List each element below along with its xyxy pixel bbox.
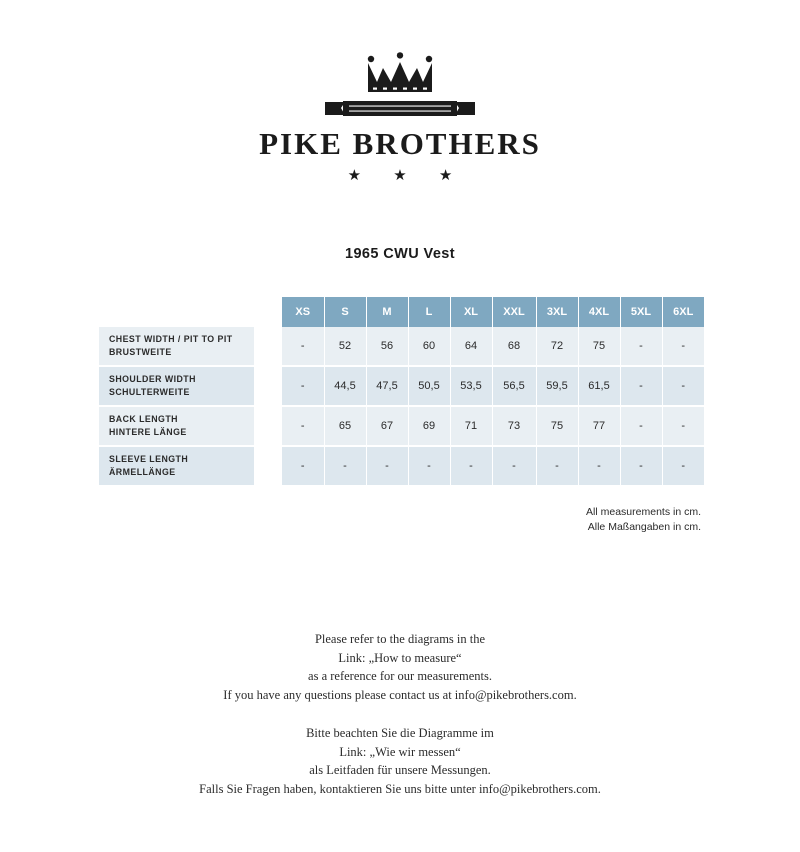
cell-back-xs: -: [282, 406, 324, 446]
row-label-sleeve-length: [99, 446, 254, 486]
cell-back-6xl: -: [662, 406, 704, 446]
table-corner-cell: [99, 297, 254, 327]
footer-de-line-1: Bitte beachten Sie die Diagramme im: [306, 726, 494, 740]
cell-chest-l: 60: [408, 327, 450, 366]
cell-back-xxl: 73: [492, 406, 536, 446]
cell-back-m: 67: [366, 406, 408, 446]
cell-shoulder-m: 47,5: [366, 366, 408, 406]
column-header-5xl: 5XL: [620, 297, 662, 327]
row-gap: [254, 327, 282, 366]
cell-shoulder-xs: -: [282, 366, 324, 406]
cell-chest-s: 52: [324, 327, 366, 366]
cell-sleeve-s: -: [324, 446, 366, 486]
cell-back-4xl: 77: [578, 406, 620, 446]
cell-chest-4xl: 75: [578, 327, 620, 366]
table-row: [99, 446, 704, 486]
cell-shoulder-l: 50,5: [408, 366, 450, 406]
cell-shoulder-5xl: -: [620, 366, 662, 406]
cell-shoulder-3xl: 59,5: [536, 366, 578, 406]
table-gap-cell: [254, 297, 282, 327]
measurement-note-en: All measurements in cm.: [586, 506, 701, 518]
cell-sleeve-5xl: -: [620, 446, 662, 486]
table-row: [99, 366, 704, 406]
cell-back-xl: 71: [450, 406, 492, 446]
cell-back-3xl: 75: [536, 406, 578, 446]
cell-shoulder-s: 44,5: [324, 366, 366, 406]
column-header-xs: XS: [282, 297, 324, 327]
footer-de-line-4: Falls Sie Fragen haben, kontaktieren Sie uns bitte unter info@pikebrothers.com.: [199, 781, 601, 796]
footer-de-line-3: als Leitfaden für unsere Messungen.: [309, 763, 491, 777]
column-header-3xl: 3XL: [536, 297, 578, 327]
footer-en-line-1: Please refer to the diagrams in the: [314, 632, 486, 646]
cell-sleeve-6xl: -: [662, 446, 704, 486]
footer-en-line-2: Link: „How to measure“: [338, 650, 462, 665]
row-label-shoulder-width: [99, 366, 254, 406]
cell-sleeve-4xl: -: [578, 446, 620, 486]
cell-back-l: 69: [408, 406, 450, 446]
column-header-m: M: [366, 297, 408, 327]
column-header-l: L: [408, 297, 450, 327]
cell-shoulder-4xl: 61,5: [578, 366, 620, 406]
column-header-6xl: 6XL: [662, 297, 704, 327]
size-table-header-row: [99, 297, 704, 327]
row-gap: [254, 406, 282, 446]
cell-sleeve-3xl: -: [536, 446, 578, 486]
column-header-xxl: XXL: [492, 297, 536, 327]
row-label-de: ÄRMELLÄNGE: [109, 467, 176, 477]
size-table-wrapper: [0, 297, 800, 487]
row-label-de: BRUSTWEITE: [109, 347, 172, 357]
row-label-en: CHEST WIDTH / PIT TO PIT: [109, 334, 233, 344]
row-label-en: BACK LENGTH: [109, 414, 178, 424]
row-gap: [254, 446, 282, 486]
footer-notes: [0, 630, 800, 798]
cell-shoulder-6xl: -: [662, 366, 704, 406]
footer-english: [0, 630, 800, 704]
brand-name: PIKE BROTHERS: [259, 126, 541, 161]
cell-chest-xxl: 68: [492, 327, 536, 366]
footer-en-line-4: If you have any questions please contact us at info@pikebrothers.com.: [223, 687, 577, 702]
cell-sleeve-xxl: -: [492, 446, 536, 486]
cell-sleeve-xl: -: [450, 446, 492, 486]
cell-shoulder-xl: 53,5: [450, 366, 492, 406]
table-row: [99, 406, 704, 446]
cell-chest-xs: -: [282, 327, 324, 366]
column-header-s: S: [324, 297, 366, 327]
measurement-note-de: Alle Maßangaben in cm.: [587, 521, 701, 533]
cell-chest-6xl: -: [662, 327, 704, 366]
ribbon-banner-icon: [325, 98, 475, 120]
cell-chest-5xl: -: [620, 327, 662, 366]
cell-chest-xl: 64: [450, 327, 492, 366]
row-gap: [254, 366, 282, 406]
row-label-en: SHOULDER WIDTH: [109, 374, 196, 384]
page-title: 1965 CWU Vest: [345, 246, 455, 262]
table-row: [99, 327, 704, 366]
column-header-xl: XL: [450, 297, 492, 327]
row-label-chest-width: [99, 327, 254, 366]
size-table: [99, 297, 704, 487]
footer-german: [0, 724, 800, 798]
row-label-back-length: [99, 406, 254, 446]
cell-shoulder-xxl: 56,5: [492, 366, 536, 406]
brand-logo: [0, 52, 800, 184]
cell-sleeve-m: -: [366, 446, 408, 486]
footer-en-line-3: as a reference for our measurements.: [308, 669, 492, 683]
crown-icon: [363, 52, 437, 96]
brand-stars: ★ ★ ★: [347, 167, 467, 184]
row-label-de: HINTERE LÄNGE: [109, 427, 187, 437]
row-label-de: SCHULTERWEITE: [109, 387, 190, 397]
cell-chest-3xl: 72: [536, 327, 578, 366]
size-chart-page: [0, 52, 800, 852]
column-header-4xl: 4XL: [578, 297, 620, 327]
footer-de-line-2: Link: „Wie wir messen“: [339, 744, 461, 759]
row-label-en: SLEEVE LENGTH: [109, 454, 189, 464]
cell-sleeve-xs: -: [282, 446, 324, 486]
cell-sleeve-l: -: [408, 446, 450, 486]
cell-chest-m: 56: [366, 327, 408, 366]
measurement-note: [0, 505, 800, 535]
cell-back-s: 65: [324, 406, 366, 446]
cell-back-5xl: -: [620, 406, 662, 446]
